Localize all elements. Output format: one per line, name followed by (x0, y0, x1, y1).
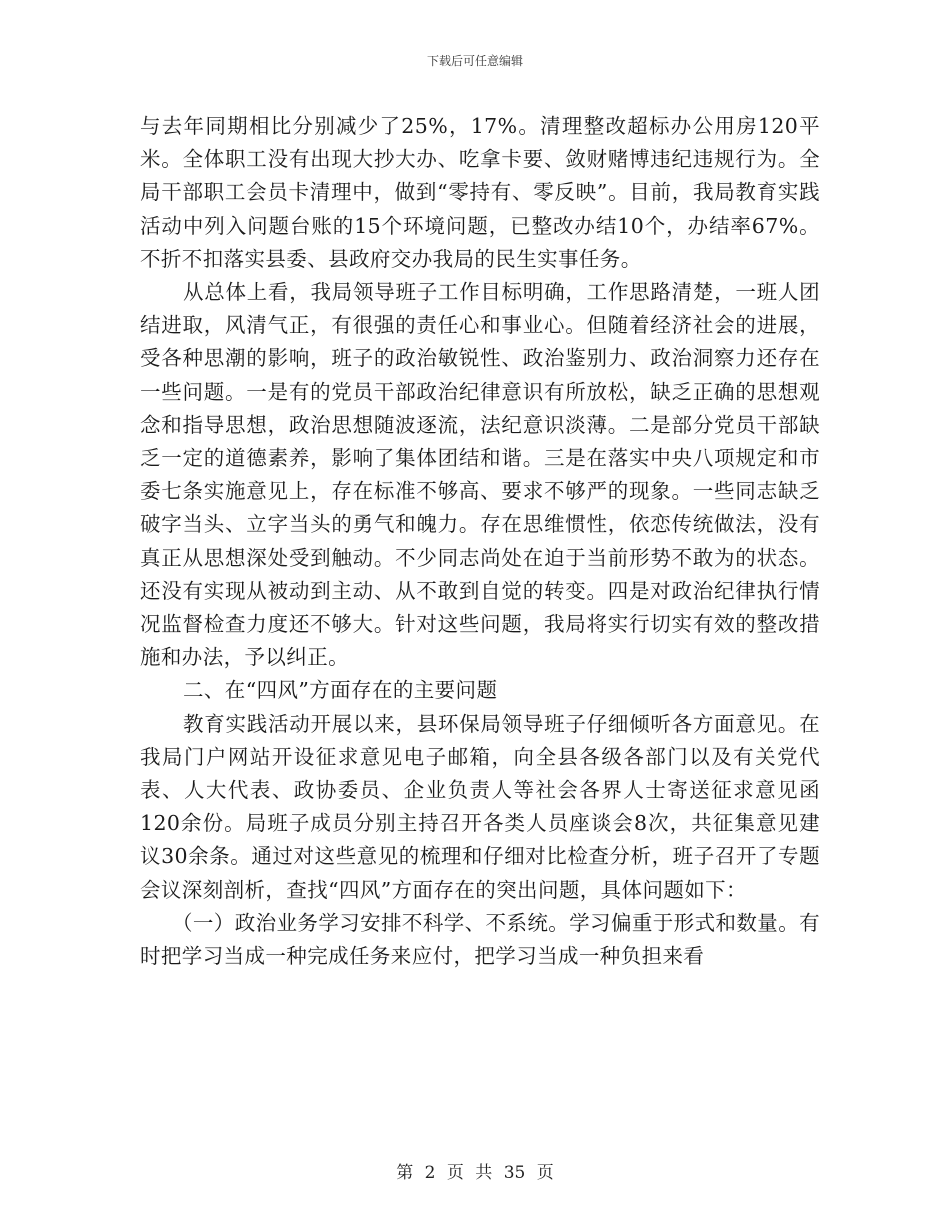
paragraph-feedback-collection: 教育实践活动开展以来，县环保局领导班子仔细倾听各方面意见。在我局门户网站开设征求意见电子邮箱，向全县各级各部门以及有关党代表、人大代表、政协委员、企业负责人等社会各界人士寄送征求意见函120余份。局班子成员分别主持召开各类人员座谈会8次，共征集意见建议30余条。通过对这些意见的梳理和仔细对比检查分析，班子召开了专题会议深刻剖析，查找“四风”方面存在的突出问题，具体问题如下： (140, 711, 820, 902)
paragraph-continuation: 与去年同期相比分别减少了25%，17%。清理整改超标办公用房120平米。全体职工没有出现大抄大办、吃拿卡要、敛财赌博违纪违规行为。全局干部职工会员卡清理中，做到“零持有、零反映”。目前，我局教育实践活动中列入问题台账的15个环境问题，已整改办结10个，办结率67%。不折不扣落实县委、县政府交办我局的民生实事任务。 (140, 114, 820, 271)
page-number: 第 2 页 共 35 页 (396, 1163, 554, 1183)
page-header: 下载后可任意编辑 (426, 54, 523, 68)
paragraph-overall-assessment: 从总体上看，我局领导班子工作目标明确，工作思路清楚，一班人团结进取，风清气正，有很强的责任心和事业心。但随着经济社会的进展，受各种思潮的影响，班子的政治敏锐性、政治鉴别力、政治洞察力还存在一些问题。一是有的党员干部政治纪律意识有所放松，缺乏正确的思想观念和指导思想，政治思想随波逐流，法纪意识淡薄。二是部分党员干部缺乏一定的道德素养，影响了集体团结和谐。三是在落实中央八项规定和市委七条实施意见上，存在标准不够高、要求不够严的现象。一些同志缺乏破字当头、立字当头的勇气和魄力。存在思维惯性，依恋传统做法，没有真正从思想深处受到触动。不少同志尚处在迫于当前形势不敢为的状态。还没有实现从被动到主动、从不敢到自觉的转变。四是对政治纪律执行情况监督检查力度还不够大。针对这些问题，我局将实行切实有效的整改措施和办法，予以纠正。 (140, 280, 820, 670)
document-body (140, 110, 820, 973)
section-heading: 二、在“四风”方面存在的主要问题 (183, 678, 498, 703)
paragraph-subitem-one: （一）政治业务学习安排不科学、不系统。学习偏重于形式和数量。有时把学习当成一种完成任务来应付，把学习当成一种负担来看 (140, 910, 820, 969)
